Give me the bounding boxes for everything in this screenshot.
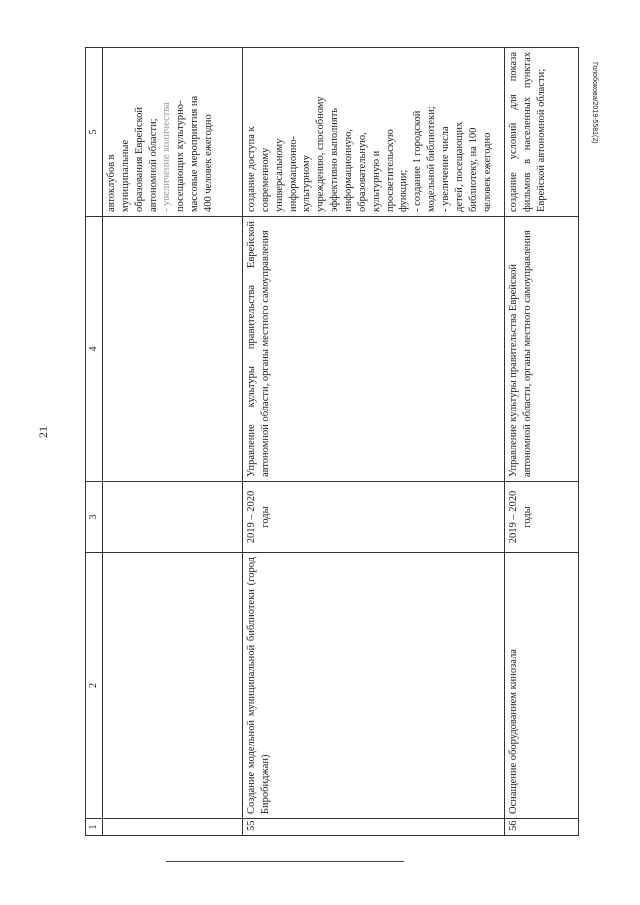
text-line: современному — [259, 147, 271, 212]
page-number: 21 — [36, 426, 50, 438]
header-col-4: 4 — [86, 217, 103, 482]
text-line: - увеличение количества — [161, 102, 173, 212]
executor: Управление культуры правительства Еврейской автономной области, органы местного самоуправления — [505, 217, 579, 482]
executor: Управление культуры правительства Еврейской автономной области, органы местного самоуправления — [243, 217, 505, 482]
measure-name: Создание модельной муниципальной библиотеки (город Биробиджан) — [243, 553, 505, 819]
text-line: информационно- — [287, 135, 299, 212]
expected-result: создание условий для показа фильмов в населенных пунктах Еврейской автономной области; — [505, 48, 579, 217]
continuation-result — [103, 48, 243, 217]
text-line: модельной библиотеки; — [426, 106, 438, 212]
text-line: муниципальные — [119, 139, 131, 212]
text-line: универсальному — [273, 138, 285, 212]
text-line: автоклубов в — [106, 154, 117, 212]
expected-result — [243, 48, 505, 217]
header-col-3: 3 — [86, 482, 103, 553]
text-line: эффективно выполнять — [329, 107, 341, 212]
header-col-2: 2 — [86, 553, 103, 819]
text-line: массовые мероприятия на — [189, 95, 201, 212]
footer-code: Голобокова/2019-5581(2) — [591, 62, 598, 144]
table-row-56 — [505, 48, 579, 836]
period: 2019 – 2020 годы — [243, 482, 505, 553]
text-line: - создание 1 городской — [412, 110, 424, 212]
text-line: образования Еврейской — [133, 106, 145, 212]
text-line: автономной области; — [147, 118, 159, 212]
continuation-row — [103, 48, 243, 836]
row-number: 56 — [505, 819, 579, 836]
text-line: просветительскую — [384, 129, 396, 212]
text-line: человек ежегодно — [481, 132, 493, 212]
text-line: создание доступа к — [246, 126, 257, 212]
measure-name: Оснащение оборудованием кинозала — [505, 553, 579, 819]
signature-line — [166, 861, 404, 862]
text-line: библиотеку, на 100 — [467, 127, 479, 212]
text-line: - увеличение числа — [440, 126, 452, 212]
header-col-1: 1 — [86, 819, 103, 836]
header-col-5: 5 — [86, 48, 103, 217]
period: 2019 – 2020 годы — [505, 482, 579, 553]
text-line: посещающих культурно- — [175, 100, 187, 212]
text-line: 400 человек ежегодно — [203, 114, 215, 212]
text-line: учреждению, способному — [315, 96, 327, 212]
row-number: 55 — [243, 819, 505, 836]
header-row — [86, 48, 103, 836]
text-line: детей, посещающих — [453, 121, 465, 212]
text-line: образовательную, — [356, 132, 368, 212]
plan-table — [85, 47, 579, 836]
text-line: культурную и — [370, 150, 382, 212]
text-line: культурному — [301, 155, 313, 212]
rotated-table-wrapper — [85, 48, 566, 836]
table-row-55 — [243, 48, 505, 836]
text-line: функции; — [398, 169, 410, 212]
text-line: информационную, — [343, 128, 355, 212]
